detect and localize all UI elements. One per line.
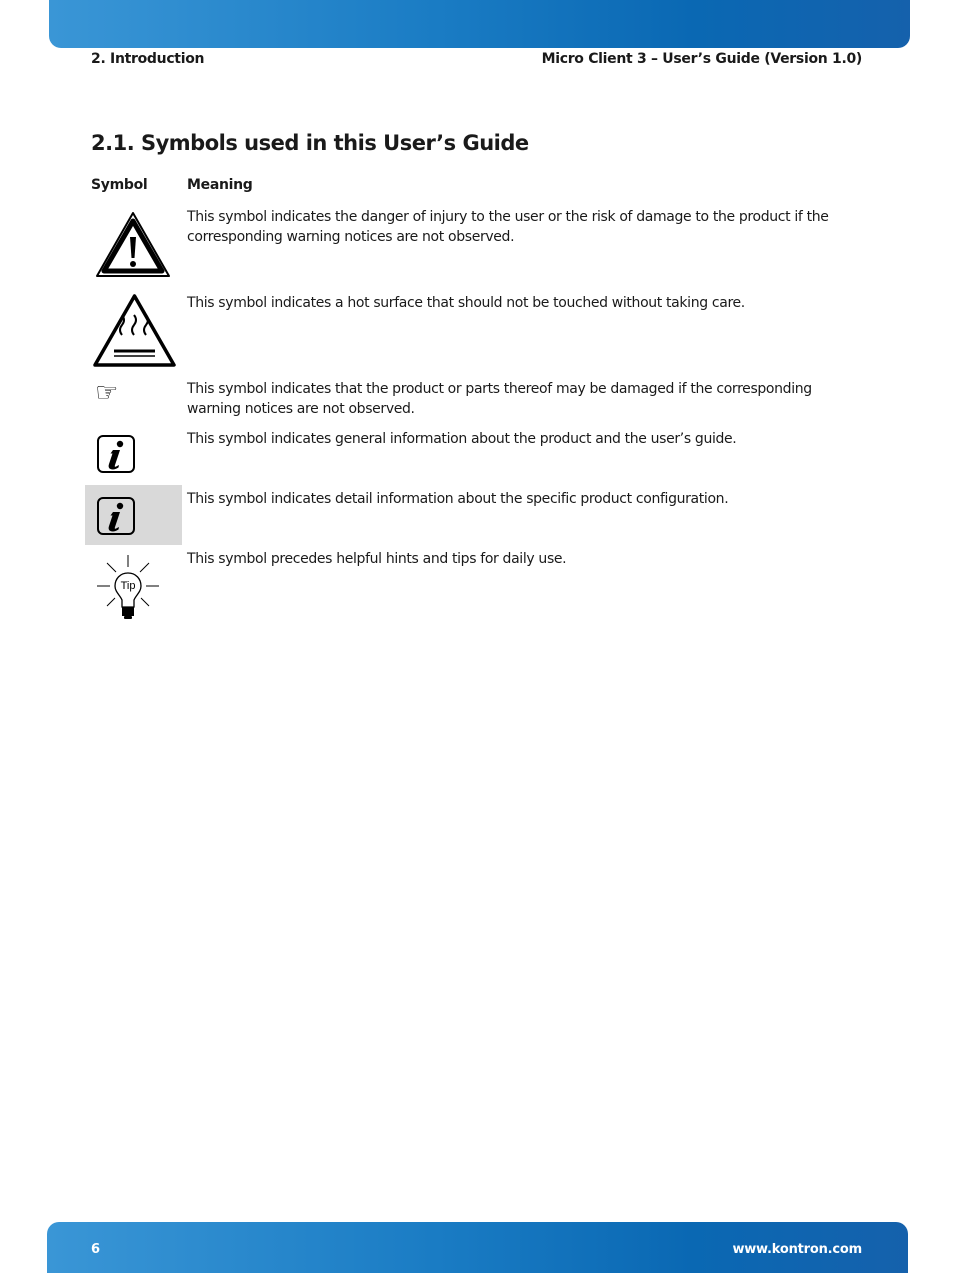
pointing-hand-icon: ☞: [95, 378, 119, 408]
header-chapter: 2. Introduction: [91, 51, 205, 67]
row-text-detail-info: This symbol indicates detail information about the specific product configuration.: [187, 491, 729, 507]
column-header-symbol: Symbol: [91, 177, 148, 193]
row-text-damage: This symbol indicates that the product or parts thereof may be damaged if the corresponding warning notices are not observed.: [187, 381, 812, 417]
row-text-hot-surface: This symbol indicates a hot surface that should not be touched without taking care.: [187, 295, 745, 311]
section-title: 2.1. Symbols used in this User’s Guide: [91, 131, 529, 155]
page-number: 6: [91, 1242, 100, 1257]
row-text-tips: This symbol precedes helpful hints and tips for daily use.: [187, 551, 567, 567]
row-text-general-info: This symbol indicates general information about the product and the user’s guide.: [187, 431, 737, 447]
row-text-warning: This symbol indicates the danger of injury to the user or the risk of damage to the product if the corresponding warning notices are not observed.: [187, 209, 829, 245]
footer-website-link[interactable]: www.kontron.com: [732, 1242, 862, 1257]
info-icon: [97, 435, 135, 473]
tip-bulb-icon: [96, 555, 160, 621]
hot-surface-icon: [92, 293, 177, 368]
tip-label: Tip: [120, 580, 136, 592]
column-header-meaning: Meaning: [187, 177, 253, 193]
detail-info-icon: [97, 497, 135, 535]
header-doc-title: Micro Client 3 – User’s Guide (Version 1.0): [541, 51, 862, 67]
header-band: [49, 0, 910, 48]
warning-triangle-icon: [95, 211, 171, 278]
